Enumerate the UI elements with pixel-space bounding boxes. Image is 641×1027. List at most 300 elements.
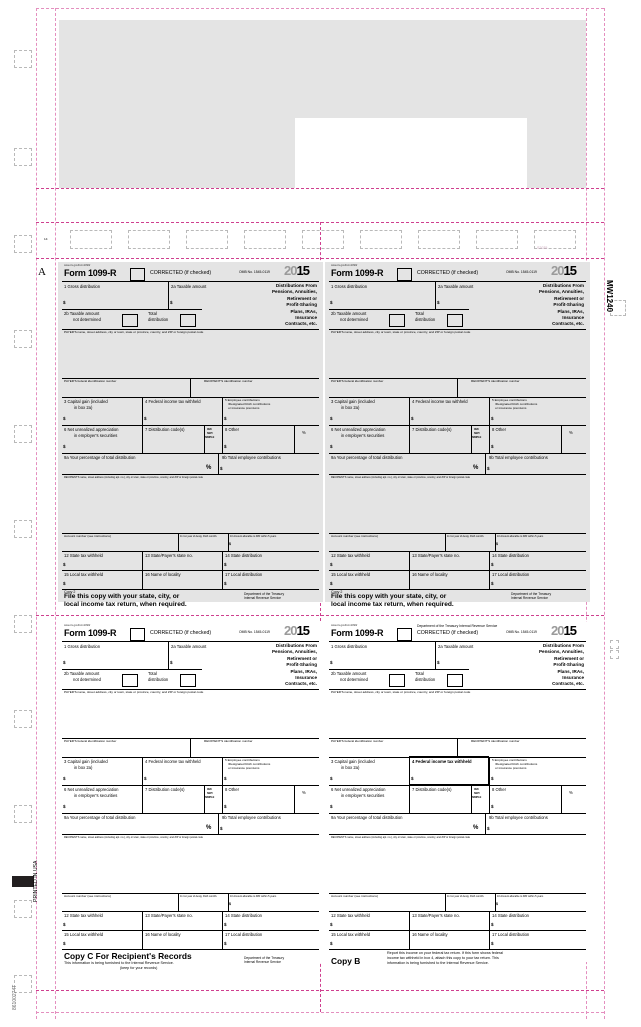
box2b-label2: not determined	[340, 677, 368, 682]
box12-label: 12 State tax withheld	[331, 553, 370, 558]
box2b-label2: not determined	[73, 317, 101, 322]
box1-label: 1 Gross distribution	[64, 644, 101, 649]
recipient-tin-label: RECIPIENT'S identification number	[204, 379, 253, 383]
account-number-label: Account number (see instructions)	[331, 534, 378, 538]
box15-dollar: $	[63, 941, 66, 946]
box14-label: 14 State distribution	[492, 913, 530, 918]
box2b-checkbox[interactable]	[389, 674, 405, 687]
box5-label: 5 Employee contributions	[225, 398, 260, 402]
box3-dollar: $	[330, 416, 333, 421]
form-title: Form 1099-R	[64, 268, 117, 278]
rule	[62, 474, 319, 475]
rule	[329, 911, 586, 912]
rule	[178, 533, 179, 551]
tax-year	[551, 262, 576, 280]
box8-percent-label: %	[302, 790, 306, 795]
box9a-percent-label: %	[206, 825, 212, 831]
box2b-total-checkbox[interactable]	[180, 314, 196, 327]
crop-guide-row2	[36, 258, 604, 259]
rule	[489, 397, 490, 425]
recipient-name-label: RECIPIENT'S name, street address (including apt. no.), city or town, state or province, country, and ZIP or foreign postal code	[331, 476, 471, 479]
box4-emphasis-border	[409, 756, 489, 785]
box3-dollar: $	[63, 416, 66, 421]
box10-label: 10 Amount allocable to IRR within 5 years	[230, 535, 277, 538]
tax-year	[284, 262, 309, 280]
rule	[489, 570, 490, 589]
rule	[62, 911, 319, 912]
box12-dollar: $	[330, 922, 333, 927]
rule	[435, 642, 436, 669]
box9b-dollar: $	[487, 466, 490, 471]
box17-dollar: $	[491, 581, 494, 586]
box7-ira-label: IRA/	[474, 428, 479, 431]
box17-dollar: $	[224, 581, 227, 586]
distributions-desc-line: Pensions, Annuities,	[271, 289, 317, 295]
rule	[489, 930, 490, 949]
distributions-desc-line: Contracts, etc.	[552, 321, 584, 327]
rule	[329, 425, 586, 426]
box2b-checkbox[interactable]	[122, 314, 138, 327]
rule	[168, 282, 169, 309]
rule	[445, 533, 446, 551]
box3-label: 3 Capital gain (included	[64, 759, 108, 764]
rule	[142, 785, 143, 813]
box2a-label: 2a Taxable amount	[438, 644, 474, 649]
box8-dollar: $	[224, 804, 227, 809]
box5-dollar: $	[491, 776, 494, 781]
box2a-label: 2a Taxable amount	[171, 284, 207, 289]
registration-box	[14, 50, 32, 68]
crop-guide-top	[36, 188, 604, 189]
distributions-desc-line: Plans, IRAs,	[557, 668, 584, 674]
form-1099r-copy-2	[325, 262, 590, 608]
box15-label: 15 Local tax withheld	[331, 932, 371, 937]
box7-simple-label: SIMPLE	[472, 796, 482, 799]
registration-box	[70, 230, 112, 249]
registration-box	[128, 230, 170, 249]
box8-label: 8 Other	[225, 787, 239, 792]
box2a-dollar: $	[437, 660, 440, 665]
tax-year-ghost: 20	[284, 263, 297, 278]
form-title: Form 1099-R	[331, 628, 384, 638]
copyB-label: Copy B	[331, 956, 361, 966]
box6-label: 6 Net unrealized appreciation	[64, 787, 119, 792]
rule	[489, 785, 490, 813]
crop-guide-very-top	[36, 8, 604, 9]
box2b-total-label: Total	[148, 671, 157, 676]
box1-label: 1 Gross distribution	[331, 644, 368, 649]
form-1099r-copy-3	[58, 622, 323, 970]
box10-label: 10 Amount allocable to IRR within 5 years	[230, 895, 277, 898]
box9b-label: 9b Total employee contributions	[489, 815, 548, 820]
form-1099r-copy-4	[325, 622, 590, 966]
box9a-percent-label: %	[473, 465, 479, 471]
registration-box	[14, 520, 32, 538]
box15-dollar: $	[330, 581, 333, 586]
omb-number-label: OMB No. 1545-0119	[506, 630, 537, 634]
box1-dollar: $	[330, 300, 333, 305]
corrected-label: CORRECTED (if checked)	[417, 630, 479, 636]
corrected-label: CORRECTED (if checked)	[150, 270, 212, 276]
box3-label2: in box 2a)	[74, 765, 93, 770]
distributions-desc-line: Distributions From	[275, 283, 317, 288]
rule	[329, 474, 586, 475]
copyC-treasury2: Internal Revenue Service	[244, 960, 282, 964]
distributions-desc-line: Plans, IRAs,	[290, 308, 317, 314]
box4-dollar: $	[144, 416, 147, 421]
irs-url-label: www.irs.gov/form1099r	[331, 264, 358, 267]
box2b-checkbox[interactable]	[122, 674, 138, 687]
box16-label: 16 Name of locality	[145, 572, 181, 577]
payer-name-label: PAYER'S name, street address, city or town, state or province, country, and ZIP or foreign postal code	[64, 690, 204, 694]
copy2-treasury2: Internal Revenue Service	[511, 596, 549, 600]
box6-label2: in employer's securities	[341, 433, 385, 438]
box12-dollar: $	[63, 922, 66, 927]
box9a-label: 9a Your percentage of total distribution	[331, 815, 403, 820]
rule	[409, 425, 410, 453]
account-number-label: Account number (see instructions)	[64, 534, 111, 538]
rule	[329, 834, 586, 835]
rule	[409, 397, 410, 425]
box9b-dollar: $	[220, 466, 223, 471]
registration-box	[244, 230, 286, 249]
copyC-treasury1: Department of the Treasury	[244, 956, 285, 960]
box13-label: 13 State/Payer's state no.	[145, 553, 193, 558]
corrected-checkbox[interactable]	[130, 268, 145, 281]
box2b-total-label: Total	[415, 311, 424, 316]
omb-number-label: OMB No. 1545-0119	[239, 630, 270, 634]
box15-label: 15 Local tax withheld	[331, 572, 371, 577]
registration-box	[14, 235, 32, 253]
account-number-label: Account number (see instructions)	[64, 894, 111, 898]
box12-label: 12 State tax withheld	[64, 553, 103, 558]
box3-label: 3 Capital gain (included	[64, 399, 108, 404]
rule	[142, 397, 143, 425]
distributions-desc-line: Pensions, Annuities,	[538, 289, 584, 295]
form-title: Form 1099-R	[331, 268, 384, 278]
box4-dollar: $	[411, 416, 414, 421]
rule	[329, 453, 586, 454]
rule	[62, 453, 319, 454]
box1-dollar: $	[63, 300, 66, 305]
corrected-checkbox[interactable]	[130, 628, 145, 641]
distributions-desc-line: Insurance	[295, 315, 317, 320]
registration-box	[418, 230, 460, 249]
tax-year-solid: 15	[296, 263, 309, 278]
box5-label: 5 Employee contributions	[492, 398, 527, 402]
box9a-percent-label: %	[473, 825, 479, 831]
rule	[222, 397, 223, 425]
copy2-label: Copy 2	[331, 590, 343, 594]
irs-url-label: www.irs.gov/form1099r	[64, 264, 91, 267]
box9a-label: 9a Your percentage of total distribution	[64, 815, 136, 820]
box8-dollar: $	[491, 804, 494, 809]
tax-year-ghost: 20	[551, 623, 564, 638]
distributions-desc-line: Plans, IRAs,	[290, 668, 317, 674]
box8-percent-label: %	[569, 790, 573, 795]
rule	[489, 757, 490, 785]
rule	[62, 834, 319, 835]
box6-label2: in employer's securities	[74, 433, 118, 438]
box2b-total-checkbox[interactable]	[180, 674, 196, 687]
box7-ira-label: IRA/	[474, 788, 479, 791]
printed-in-usa-vertical: PRINTED IN USA	[33, 860, 39, 902]
box11-label: 11 1st year of desig. Roth contrib.	[180, 895, 218, 898]
box2b-total-checkbox[interactable]	[447, 674, 463, 687]
distributions-desc-line: Profit-Sharing	[553, 662, 584, 668]
box7-sep-label: SEP/	[207, 432, 213, 435]
box14-label: 14 State distribution	[492, 553, 530, 558]
box9b-label: 9b Total employee contributions	[222, 815, 281, 820]
payer-tin-label: PAYER'S federal identification number	[331, 739, 384, 743]
box1-dollar: $	[63, 660, 66, 665]
omb-number-label: OMB No. 1545-0119	[239, 270, 270, 274]
box2b-label2: not determined	[73, 677, 101, 682]
copy2-treasury1: Department of the Treasury	[244, 592, 285, 596]
copy2-treasury1: Department of the Treasury	[511, 592, 552, 596]
rule	[218, 813, 219, 834]
timing-mark-bar	[12, 876, 34, 887]
box14-label: 14 State distribution	[225, 913, 263, 918]
box6-dollar: $	[330, 804, 333, 809]
rule	[409, 551, 410, 570]
rule	[329, 641, 586, 642]
box4-dollar: $	[144, 776, 147, 781]
box8-label: 8 Other	[492, 787, 506, 792]
registration-box	[14, 710, 32, 728]
rule	[222, 570, 223, 589]
box2b-total-checkbox[interactable]	[447, 314, 463, 327]
box5-label: 5 Employee contributions	[225, 758, 260, 762]
distributions-desc-line: Insurance	[295, 675, 317, 680]
box5-label3: or insurance premiums	[495, 766, 527, 770]
distributions-desc-line: Profit-Sharing	[286, 662, 317, 668]
box4-label: 4 Federal income tax withheld	[145, 759, 201, 764]
box10-dollar: $	[229, 542, 231, 546]
rule	[178, 893, 179, 911]
box2b-label2: not determined	[340, 317, 368, 322]
crop-guide-row1	[36, 222, 604, 223]
rule	[489, 551, 490, 570]
box6-dollar: $	[63, 804, 66, 809]
rule	[62, 570, 319, 571]
box7-label: 7 Distribution code(s)	[145, 427, 185, 432]
rule	[62, 785, 319, 786]
tax-year	[551, 622, 576, 640]
box2b-total-label2: distribution	[415, 677, 436, 682]
box15-label: 15 Local tax withheld	[64, 572, 104, 577]
tax-year	[284, 622, 309, 640]
box9b-label: 9b Total employee contributions	[222, 455, 281, 460]
distributions-desc-line: Contracts, etc.	[552, 681, 584, 687]
distributions-desc-line: Retirement or	[554, 295, 584, 301]
copy2-line2: local income tax return, when required.	[331, 601, 454, 608]
box10-label: 10 Amount allocable to IRR within 5 years	[497, 895, 544, 898]
box17-label: 17 Local distribution	[225, 932, 263, 937]
rule	[222, 785, 223, 813]
rule	[62, 669, 202, 670]
rule	[329, 309, 469, 310]
rule	[329, 551, 586, 552]
box14-dollar: $	[491, 562, 494, 567]
box2b-total-label2: distribution	[148, 677, 169, 682]
rule	[218, 453, 219, 474]
rule	[445, 893, 446, 911]
box3-label2: in box 2a)	[341, 405, 360, 410]
box7-simple-label: SIMPLE	[205, 436, 215, 439]
tax-year-solid: 15	[563, 263, 576, 278]
box17-label: 17 Local distribution	[492, 572, 530, 577]
registration-box	[14, 805, 32, 823]
payer-name-label: PAYER'S name, street address, city or town, state or province, country, and ZIP or foreign postal code	[64, 330, 204, 334]
rule	[409, 785, 410, 813]
box5-label2: /Designated Roth contributions	[228, 762, 271, 766]
box8-label: 8 Other	[492, 427, 506, 432]
distributions-desc-line: Contracts, etc.	[285, 321, 317, 327]
box3-label: 3 Capital gain (included	[331, 399, 375, 404]
box7-sep-label: SEP/	[474, 432, 480, 435]
box3-dollar: $	[330, 776, 333, 781]
crop-guide-bottom	[36, 1012, 604, 1013]
rule	[409, 930, 410, 949]
payer-tin-label: PAYER'S federal identification number	[64, 379, 117, 383]
box6-dollar: $	[63, 444, 66, 449]
treasury-header-label: Department of the Treasury Internal Revenue Service	[417, 624, 498, 628]
box2b-label: 2b Taxable amount	[64, 311, 100, 316]
corrected-checkbox[interactable]	[397, 628, 412, 641]
copyB-line3: information is being furnished to the Internal Revenue Service.	[387, 961, 489, 965]
rule	[294, 785, 295, 813]
distributions-desc-line: Profit-Sharing	[553, 302, 584, 308]
rule	[190, 738, 191, 757]
corrected-checkbox[interactable]	[397, 268, 412, 281]
box7-label: 7 Distribution code(s)	[412, 787, 452, 792]
payer-name-label: PAYER'S name, street address, city or town, state or province, country, and ZIP or foreign postal code	[331, 690, 471, 694]
rule	[190, 378, 191, 397]
rule	[457, 378, 458, 397]
box6-label2: in employer's securities	[74, 793, 118, 798]
box5-label2: /Designated Roth contributions	[228, 402, 271, 406]
box2b-total-label2: distribution	[148, 317, 169, 322]
box9a-percent-label: %	[206, 465, 212, 471]
rule	[329, 813, 586, 814]
box2b-total-label: Total	[148, 311, 157, 316]
rule	[142, 757, 143, 785]
box9b-label: 9b Total employee contributions	[489, 455, 548, 460]
box12-dollar: $	[63, 562, 66, 567]
box5-label2: /Designated Roth contributions	[495, 762, 538, 766]
rule	[142, 930, 143, 949]
recipient-tin-label: RECIPIENT'S identification number	[471, 379, 520, 383]
box5-label: 5 Employee contributions	[492, 758, 527, 762]
rule	[485, 813, 486, 834]
irs-url-label: www.irs.gov/form1099r	[64, 624, 91, 627]
box9b-dollar: $	[487, 826, 490, 831]
recipient-name-label: RECIPIENT'S name, street address (including apt. no.), city or town, state or province, country, and ZIP or foreign postal code	[64, 476, 204, 479]
box5-dollar: $	[491, 416, 494, 421]
box9b-dollar: $	[220, 826, 223, 831]
box2b-checkbox[interactable]	[389, 314, 405, 327]
box2b-label: 2b Taxable amount	[331, 671, 367, 676]
rule	[329, 949, 586, 950]
form-1099r-copy-1	[58, 262, 323, 608]
registration-box	[610, 650, 619, 659]
recipient-tin-label: RECIPIENT'S identification number	[471, 739, 520, 743]
box4-dollar: $	[411, 776, 414, 781]
box17-dollar: $	[224, 941, 227, 946]
rule	[329, 669, 469, 670]
rule	[329, 397, 586, 398]
rule	[409, 570, 410, 589]
registration-box	[14, 330, 32, 348]
copyB-line1: Report this income on your federal tax return. If this form shows federal	[387, 951, 504, 955]
box10-dollar: $	[496, 902, 498, 906]
box14-label: 14 State distribution	[225, 553, 263, 558]
box7-simple-label: SIMPLE	[205, 796, 215, 799]
box5-dollar: $	[224, 776, 227, 781]
distributions-desc-line: Distributions From	[275, 643, 317, 648]
crop-guide-row4	[36, 990, 604, 991]
box6-label: 6 Net unrealized appreciation	[331, 787, 386, 792]
top-white-inset	[295, 118, 527, 188]
rule	[489, 425, 490, 453]
rule	[294, 425, 295, 453]
distributions-desc-line: Insurance	[562, 315, 584, 320]
box2a-label: 2a Taxable amount	[171, 644, 207, 649]
registration-box	[14, 425, 32, 443]
crop-guide-right-outer	[604, 8, 605, 1019]
recipient-name-label: RECIPIENT'S name, street address (including apt. no.), city or town, state or province, country, and ZIP or foreign postal code	[64, 836, 204, 839]
distributions-desc-line: Pensions, Annuities,	[538, 649, 584, 655]
crop-guide-row3	[36, 615, 604, 616]
box11-label: 11 1st year of desig. Roth contrib.	[447, 895, 485, 898]
registration-box	[476, 230, 518, 249]
registration-box	[14, 148, 32, 166]
product-code-vertical: MW1240	[605, 280, 614, 313]
box5-dollar: $	[224, 416, 227, 421]
registration-box	[610, 640, 619, 649]
copy2-treasury2: Internal Revenue Service	[244, 596, 282, 600]
distributions-desc-line: Pensions, Annuities,	[271, 649, 317, 655]
rule	[329, 589, 586, 590]
rule	[62, 641, 319, 642]
row-marker-label: 14	[44, 237, 48, 241]
rule	[62, 930, 319, 931]
box11-label: 11 1st year of desig. Roth contrib.	[180, 535, 218, 538]
distributions-desc-line: Contracts, etc.	[285, 681, 317, 687]
rule	[62, 589, 319, 590]
box12-label: 12 State tax withheld	[331, 913, 370, 918]
rule	[222, 911, 223, 930]
registration-box	[186, 230, 228, 249]
box10-label: 10 Amount allocable to IRR within 5 years	[497, 535, 544, 538]
box6-label: 6 Net unrealized appreciation	[331, 427, 386, 432]
box8-dollar: $	[491, 444, 494, 449]
box14-dollar: $	[224, 562, 227, 567]
box15-label: 15 Local tax withheld	[64, 932, 104, 937]
box7-ira-label: IRA/	[207, 788, 212, 791]
rule	[329, 570, 586, 571]
rule	[435, 282, 436, 309]
copyB-line2: income tax withheld in box 4, attach this copy to your tax return. This	[387, 956, 499, 960]
box14-dollar: $	[224, 922, 227, 927]
box12-label: 12 State tax withheld	[64, 913, 103, 918]
box6-label: 6 Net unrealized appreciation	[64, 427, 119, 432]
box2b-total-label: Total	[415, 671, 424, 676]
box15-dollar: $	[330, 941, 333, 946]
copyC-title: Copy C For Recipient's Records	[64, 951, 192, 961]
copyC-line1: This information is being furnished to the Internal Revenue Service.	[64, 961, 174, 965]
